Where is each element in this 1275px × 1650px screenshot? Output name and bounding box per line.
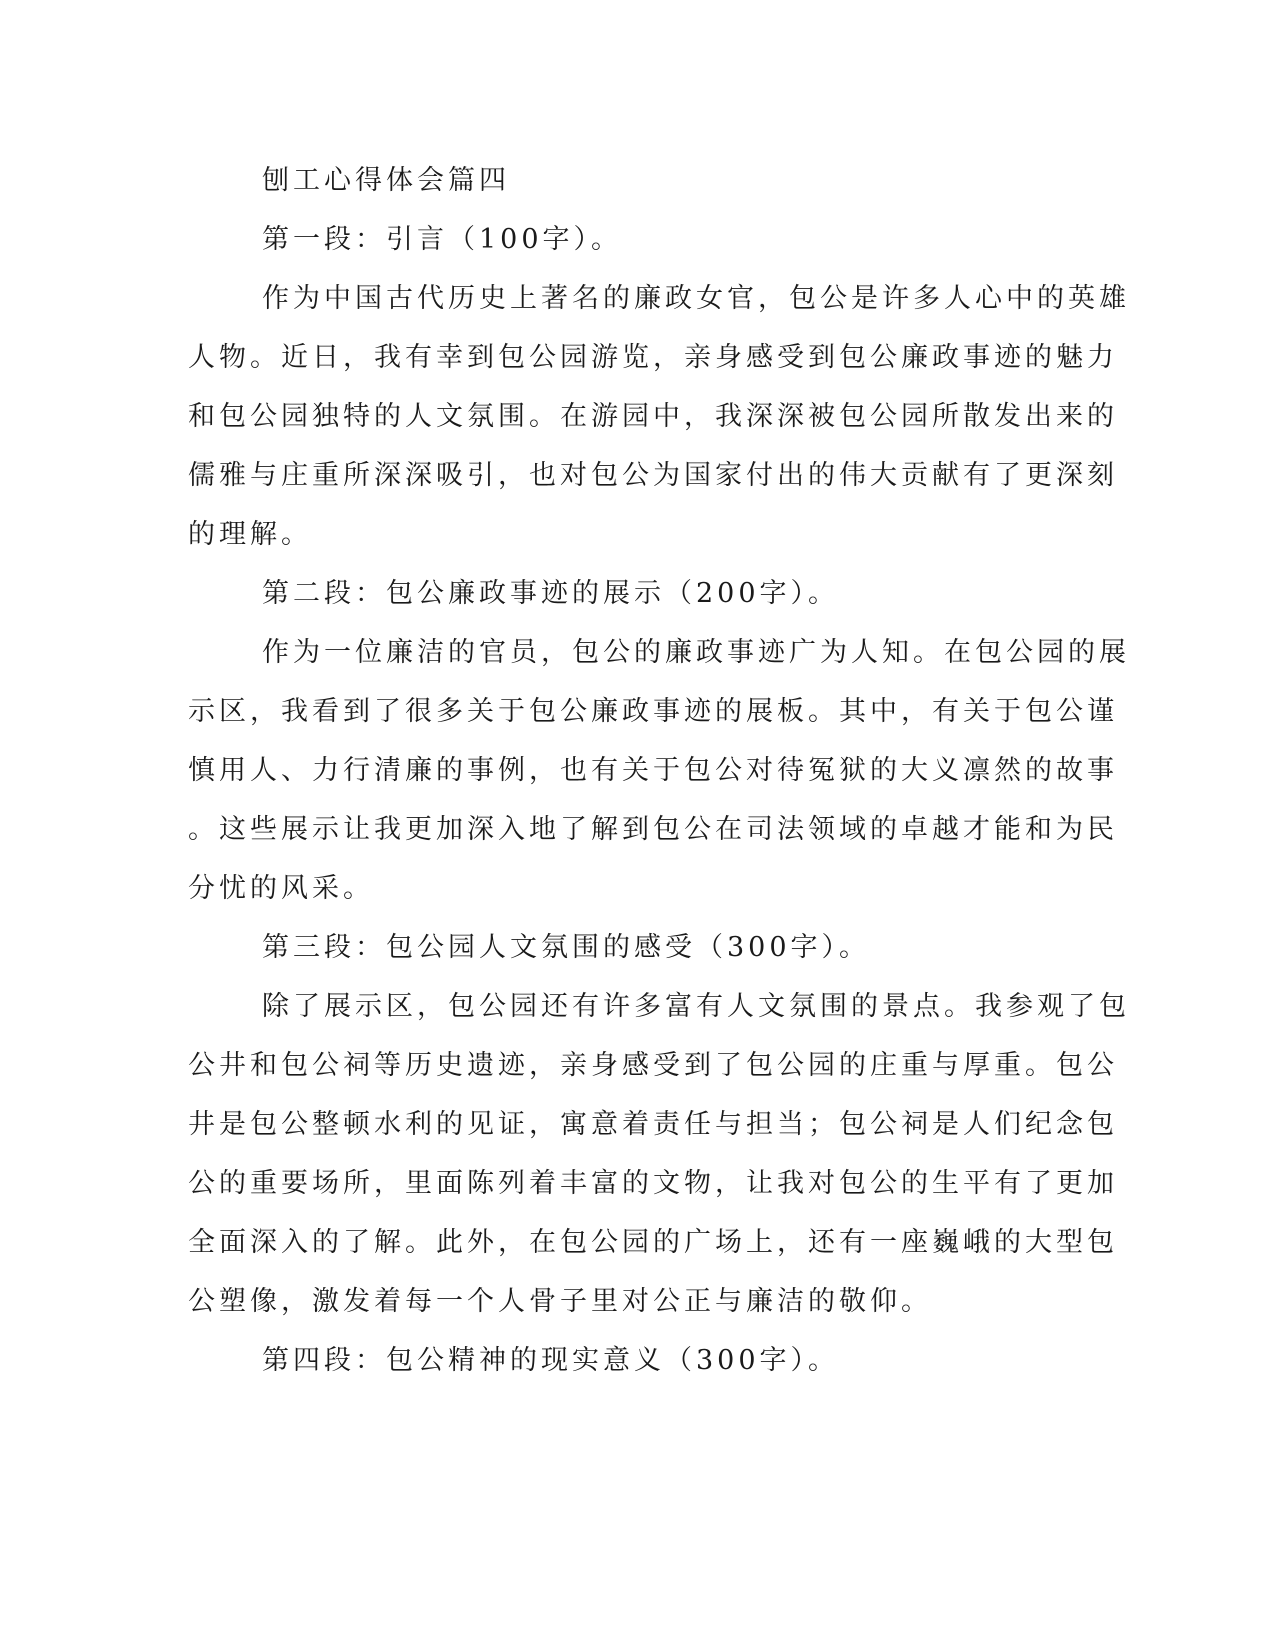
paragraph-2-line: 慎用人、力行清廉的事例，也有关于包公对待冤狱的大义凛然的故事 (188, 755, 1118, 786)
paragraph-2-line: 分忧的风采。 (188, 873, 374, 904)
paragraph-1-line: 的理解。 (188, 519, 312, 550)
section-heading-2: 第二段：包公廉政事迹的展示（200字）。 (262, 578, 840, 609)
paragraph-1-line: 作为中国古代历史上著名的廉政女官，包公是许多人心中的英雄 (262, 283, 1130, 314)
paragraph-1-line: 和包公园独特的人文氛围。在游园中，我深深被包公园所散发出来的 (188, 401, 1118, 432)
paragraph-3-line: 除了展示区，包公园还有许多富有人文氛围的景点。我参观了包 (262, 991, 1130, 1022)
document-title: 刨工心得体会篇四 (262, 165, 510, 196)
paragraph-1-line: 儒雅与庄重所深深吸引，也对包公为国家付出的伟大贡献有了更深刻 (188, 460, 1118, 491)
section-heading-1: 第一段：引言（100字）。 (262, 224, 623, 255)
section-heading-4: 第四段：包公精神的现实意义（300字）。 (262, 1345, 840, 1376)
paragraph-3-line: 公塑像，激发着每一个人骨子里对公正与廉洁的敬仰。 (188, 1286, 932, 1317)
paragraph-3-line: 井是包公整顿水利的见证，寓意着责任与担当；包公祠是人们纪念包 (188, 1109, 1118, 1140)
section-heading-3: 第三段：包公园人文氛围的感受（300字）。 (262, 932, 871, 963)
paragraph-3-line: 公的重要场所，里面陈列着丰富的文物，让我对包公的生平有了更加 (188, 1168, 1118, 1199)
paragraph-2-line: 示区，我看到了很多关于包公廉政事迹的展板。其中，有关于包公谨 (188, 696, 1118, 727)
paragraph-3-line: 公井和包公祠等历史遗迹，亲身感受到了包公园的庄重与厚重。包公 (188, 1050, 1118, 1081)
paragraph-2-line: 作为一位廉洁的官员，包公的廉政事迹广为人知。在包公园的展 (262, 637, 1130, 668)
paragraph-3-line: 全面深入的了解。此外，在包公园的广场上，还有一座巍峨的大型包 (188, 1227, 1118, 1258)
paragraph-2-line: 。这些展示让我更加深入地了解到包公在司法领域的卓越才能和为民 (188, 814, 1118, 845)
paragraph-1-line: 人物。近日，我有幸到包公园游览，亲身感受到包公廉政事迹的魅力 (188, 342, 1118, 373)
